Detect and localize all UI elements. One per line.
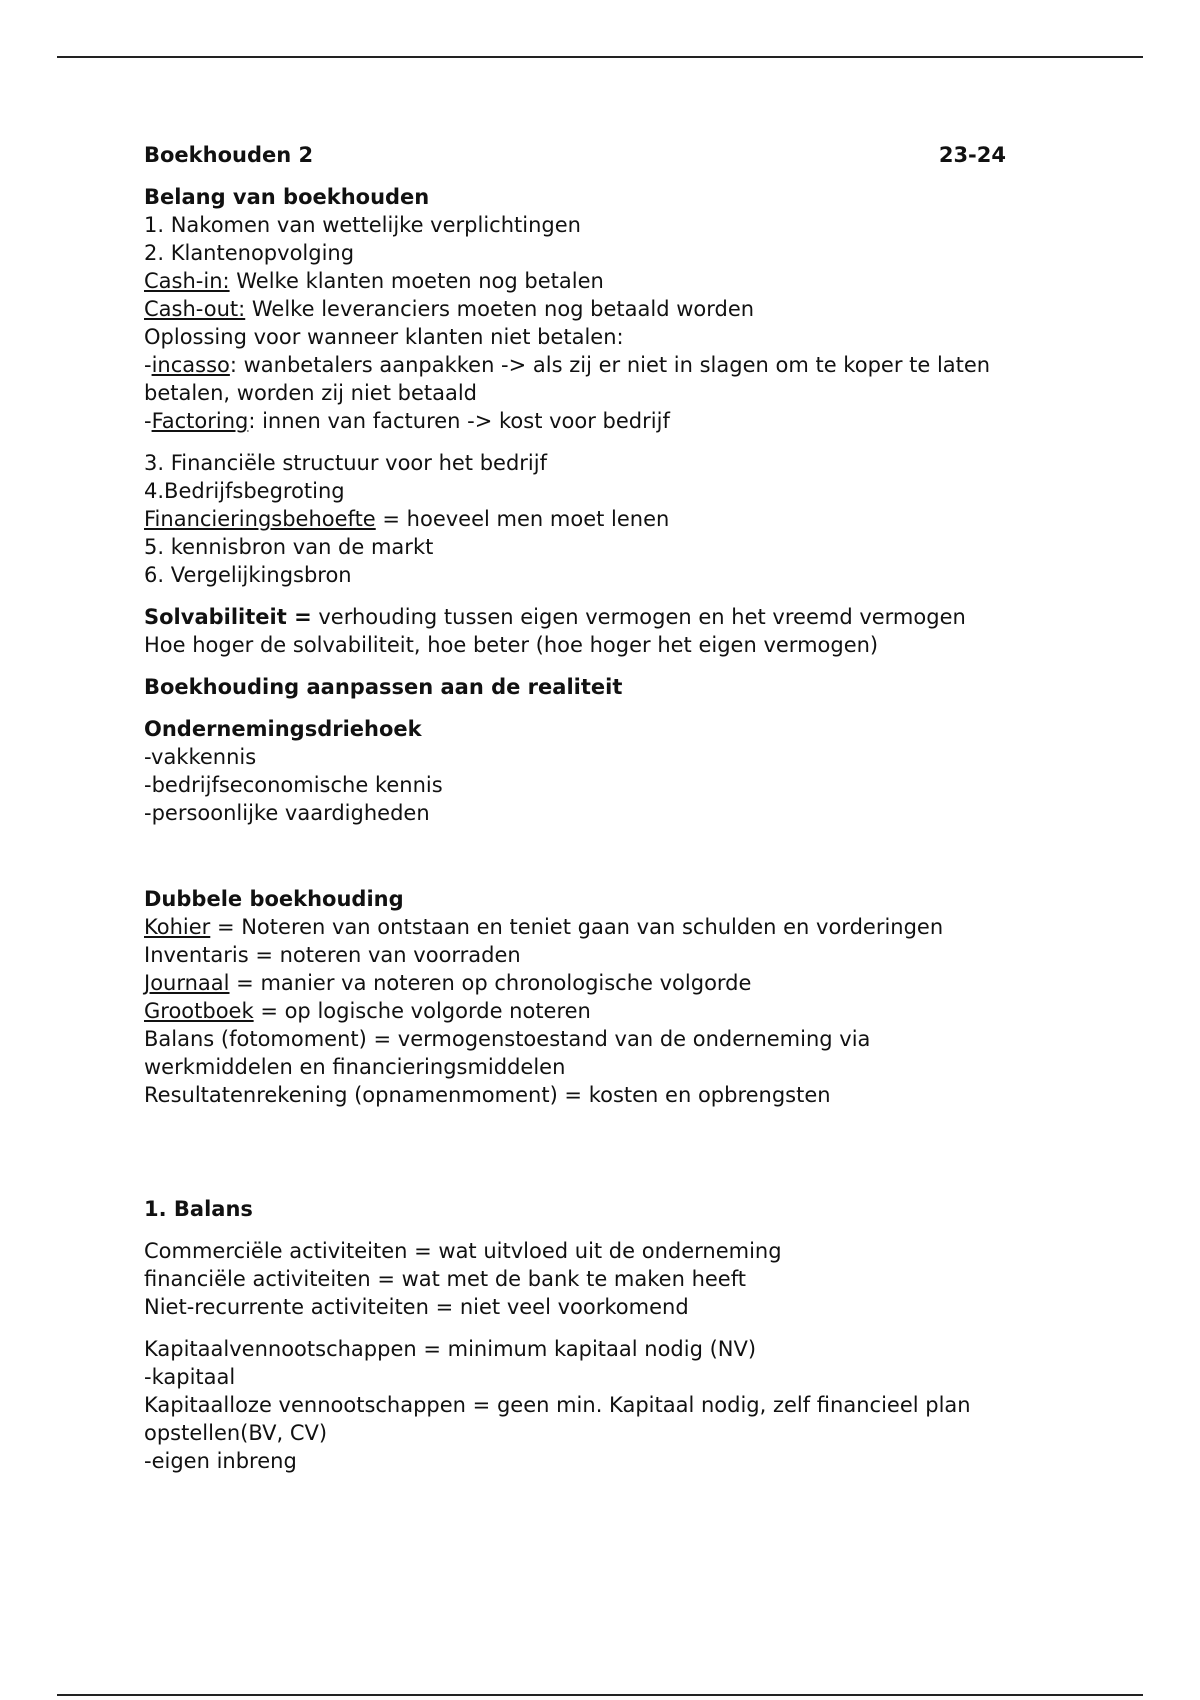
financieringsbehoefte-line bbox=[144, 505, 1064, 533]
paragraph-line: Inventaris = noteren van voorraden bbox=[144, 943, 521, 967]
kohier-line bbox=[144, 913, 1064, 941]
top-rule bbox=[57, 56, 1143, 58]
spacer bbox=[144, 659, 1064, 673]
spacer bbox=[144, 701, 1064, 715]
paragraph-line: Resultatenrekening (opnamenmoment) = kosten en opbrengsten bbox=[144, 1083, 831, 1107]
list-item: 3. Financiële structuur voor het bedrijf bbox=[144, 451, 547, 475]
spacer bbox=[144, 169, 1064, 183]
school-year: 23-24 bbox=[938, 143, 1006, 167]
spacer bbox=[144, 1109, 1064, 1195]
journaal-line bbox=[144, 969, 1064, 997]
spacer bbox=[144, 589, 1064, 603]
paragraph-line: financiële activiteiten = wat met de bank te maken heeft bbox=[144, 1267, 746, 1291]
term-label: Financieringsbehoefte bbox=[144, 507, 376, 531]
list-item: 1. Nakomen van wettelijke verplichtingen bbox=[144, 213, 581, 237]
incasso-line bbox=[144, 351, 1064, 407]
term-label: Grootboek bbox=[144, 999, 254, 1023]
paragraph-line: Niet-recurrente activiteiten = niet veel voorkomend bbox=[144, 1295, 689, 1319]
cash-in-line bbox=[144, 267, 1064, 295]
term-text: = op logische volgorde noteren bbox=[253, 999, 591, 1023]
paragraph-line: Oplossing voor wanneer klanten niet betalen: bbox=[144, 325, 624, 349]
list-item: 6. Vergelijkingsbron bbox=[144, 563, 352, 587]
term-text: Welke klanten moeten nog betalen bbox=[229, 269, 604, 293]
bottom-rule bbox=[57, 1694, 1143, 1696]
list-item: -bedrijfseconomische kennis bbox=[144, 773, 443, 797]
list-item: -persoonlijke vaardigheden bbox=[144, 801, 430, 825]
document-title: Boekhouden 2 bbox=[144, 143, 314, 167]
list-item: 5. kennisbron van de markt bbox=[144, 535, 434, 559]
list-item: -vakkennis bbox=[144, 745, 257, 769]
section-heading-balans: 1. Balans bbox=[144, 1197, 253, 1221]
term-text: : wanbetalers aanpakken -> als zij er niet in slagen om te koper te laten betalen, worden zij niet betaald bbox=[144, 353, 991, 405]
dash: - bbox=[144, 409, 152, 433]
solvabiliteit-line bbox=[144, 603, 1064, 631]
spacer bbox=[144, 1223, 1064, 1237]
term-text: Welke leveranciers moeten nog betaald worden bbox=[245, 297, 755, 321]
paragraph-line: Hoe hoger de solvabiliteit, hoe beter (hoe hoger het eigen vermogen) bbox=[144, 633, 879, 657]
spacer bbox=[144, 827, 1064, 885]
list-item: 2. Klantenopvolging bbox=[144, 241, 355, 265]
term-text: verhouding tussen eigen vermogen en het vreemd vermogen bbox=[311, 605, 966, 629]
spacer bbox=[144, 1321, 1064, 1335]
section-heading-aanpassen: Boekhouding aanpassen aan de realiteit bbox=[144, 675, 623, 699]
term-text: = hoeveel men moet lenen bbox=[375, 507, 670, 531]
document-body bbox=[144, 141, 1064, 1475]
term-label: Journaal bbox=[144, 971, 230, 995]
term-label: Solvabiliteit = bbox=[144, 605, 312, 629]
section-heading-driehoek: Ondernemingsdriehoek bbox=[144, 717, 422, 741]
document-header bbox=[144, 141, 1006, 169]
factoring-line bbox=[144, 407, 1064, 435]
grootboek-line bbox=[144, 997, 1064, 1025]
dash: - bbox=[144, 353, 152, 377]
cash-out-line bbox=[144, 295, 1064, 323]
list-item: -eigen inbreng bbox=[144, 1449, 297, 1473]
term-text: = manier va noteren op chronologische volgorde bbox=[229, 971, 752, 995]
term-label: Cash-out: bbox=[144, 297, 246, 321]
list-item: -kapitaal bbox=[144, 1365, 236, 1389]
term-text: = Noteren van ontstaan en teniet gaan van schulden en vorderingen bbox=[210, 915, 944, 939]
section-heading-belang: Belang van boekhouden bbox=[144, 185, 430, 209]
term-text: : innen van facturen -> kost voor bedrijf bbox=[248, 409, 670, 433]
paragraph-line: Kapitaalloze vennootschappen = geen min. Kapitaal nodig, zelf financieel plan opstellen(BV, CV) bbox=[144, 1393, 971, 1445]
section-heading-dubbele: Dubbele boekhouding bbox=[144, 887, 404, 911]
list-item: 4.Bedrijfsbegroting bbox=[144, 479, 345, 503]
paragraph-line: Balans (fotomoment) = vermogenstoestand van de onderneming via werkmiddelen en financieringsmiddelen bbox=[144, 1027, 871, 1079]
term-label: Factoring bbox=[151, 409, 249, 433]
term-label: incasso bbox=[151, 353, 230, 377]
paragraph-line: Commerciële activiteiten = wat uitvloed uit de onderneming bbox=[144, 1239, 782, 1263]
term-label: Cash-in: bbox=[144, 269, 230, 293]
term-label: Kohier bbox=[144, 915, 211, 939]
paragraph-line: Kapitaalvennootschappen = minimum kapitaal nodig (NV) bbox=[144, 1337, 757, 1361]
spacer bbox=[144, 435, 1064, 449]
